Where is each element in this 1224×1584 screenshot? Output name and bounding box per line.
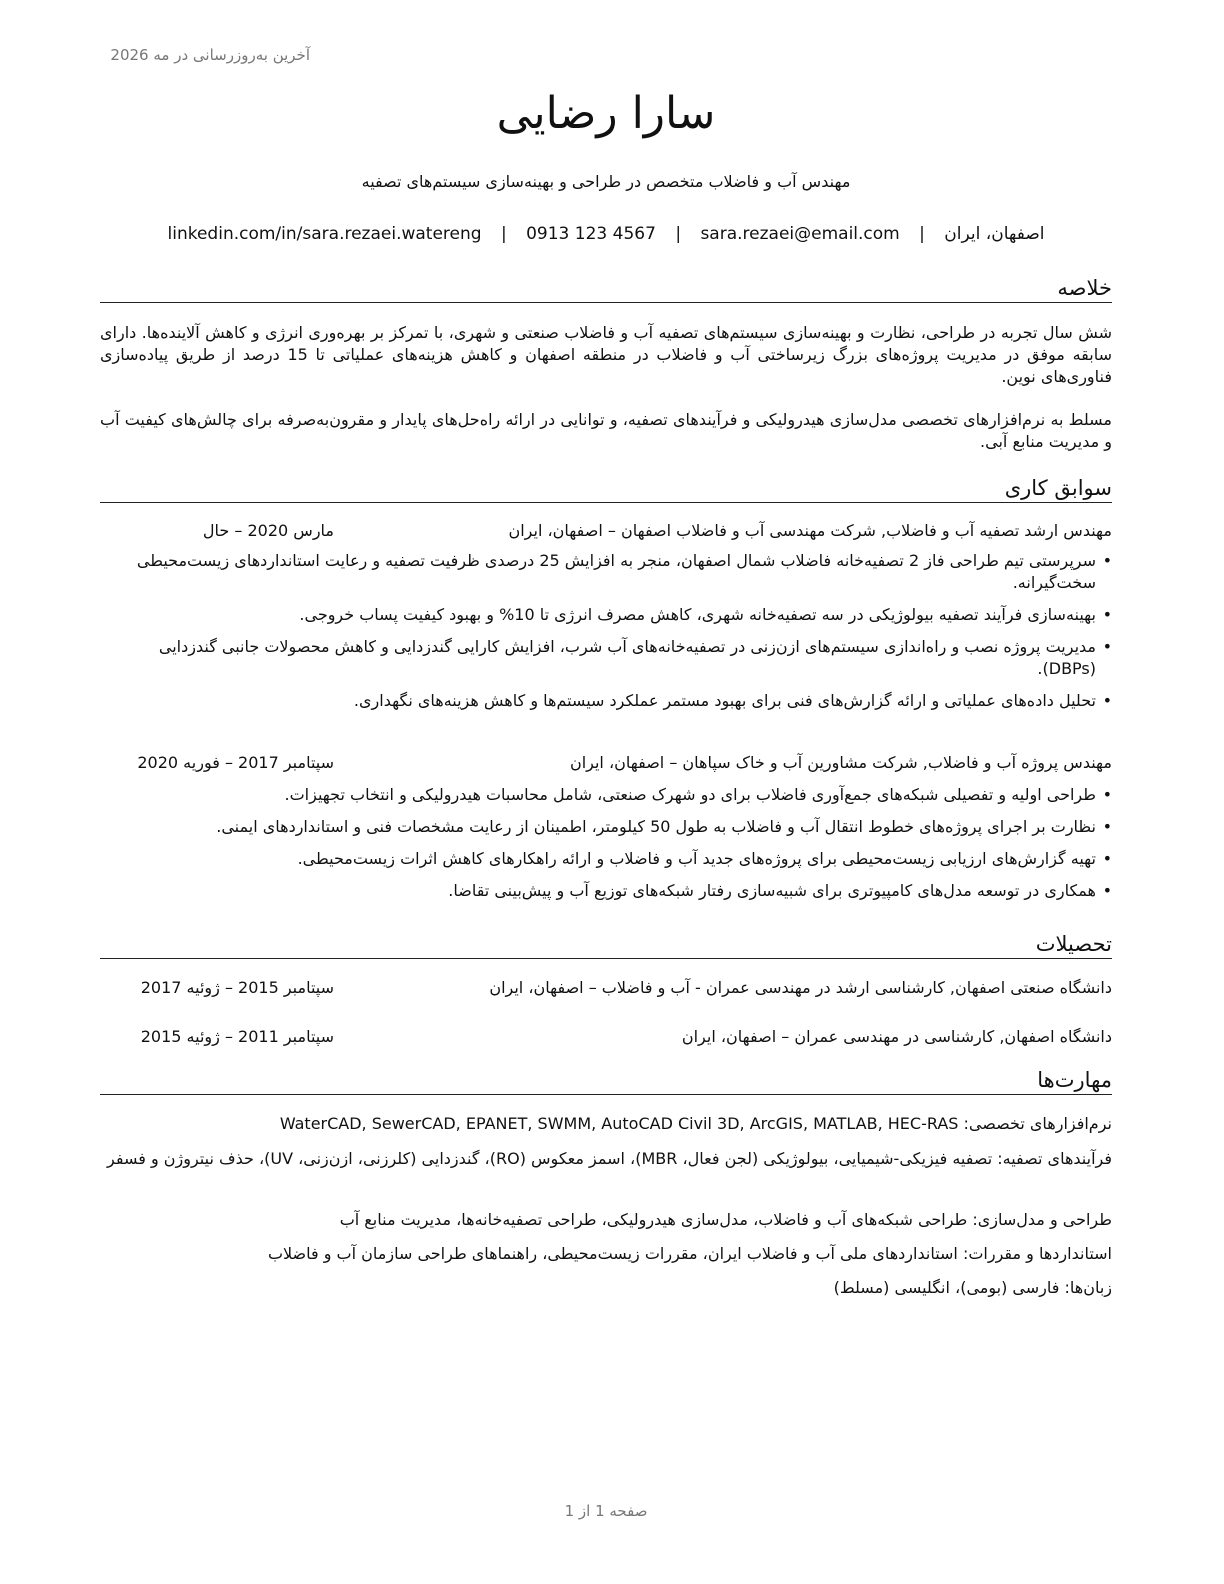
bullet-text: بهینه‌سازی فرآیند تصفیه بیولوژیکی در سه تصفیه‌خانه شهری، کاهش مصرف انرژی تا 10% و بهبود کیفیت پساب خروجی. bbox=[299, 605, 1096, 624]
bullet-icon: • bbox=[1102, 691, 1112, 710]
skill-value: استانداردهای ملی آب و فاضلاب ایران، مقررات زیست‌محیطی، راهنماهای طراحی سازمان آب و فاضلاب bbox=[267, 1244, 958, 1263]
education-dates: سپتامبر 2015 – ژوئیه 2017 bbox=[140, 978, 334, 997]
job-bullets bbox=[100, 550, 1112, 722]
education-entry bbox=[100, 977, 1112, 999]
list-item bbox=[100, 690, 1112, 712]
candidate-name: سارا رضایی bbox=[496, 88, 716, 139]
contact-email[interactable]: sara.rezaei@email.com bbox=[700, 224, 900, 244]
job-dates: سپتامبر 2017 – فوریه 2020 bbox=[137, 753, 334, 772]
skill-value: فارسی (بومی)، انگلیسی (مسلط) bbox=[833, 1278, 1060, 1297]
bullet-text: تهیه گزارش‌های ارزیابی زیست‌محیطی برای پروژه‌های جدید آب و فاضلاب و ارائه راهکارهای کاهش اثرات زیست‌محیطی. bbox=[297, 849, 1096, 868]
bullet-text: طراحی اولیه و تفصیلی شبکه‌های جمع‌آوری فاضلاب برای دو شهرک صنعتی، شامل محاسبات هیدرولیکی و انتخاب تجهیزات. bbox=[284, 785, 1096, 804]
skill-label: نرم‌افزارهای تخصصی: bbox=[963, 1114, 1112, 1133]
job-dates: مارس 2020 – حال bbox=[202, 521, 334, 540]
section-title-education: تحصیلات bbox=[100, 932, 1112, 959]
education-title: دانشگاه صنعتی اصفهان, کارشناسی ارشد در مهندسی عمران - آب و فاضلاب – اصفهان، ایران bbox=[489, 978, 1112, 997]
skill-line bbox=[100, 1113, 1112, 1135]
list-item bbox=[100, 784, 1112, 806]
section-title-summary: خلاصه bbox=[100, 276, 1112, 303]
skill-line bbox=[100, 1148, 1112, 1170]
skill-line bbox=[100, 1209, 1112, 1231]
candidate-tagline: مهندس آب و فاضلاب متخصص در طراحی و بهینه‌سازی سیستم‌های تصفیه bbox=[361, 172, 851, 191]
bullet-text: مدیریت پروژه نصب و راه‌اندازی سیستم‌های ازن‌زنی در تصفیه‌خانه‌های آب شرب، افزایش کارایی گندزدایی و کاهش محصولات جانبی گندزدایی (DBPs). bbox=[158, 637, 1096, 678]
contact-separator: | bbox=[675, 224, 682, 244]
resume-page bbox=[100, 0, 1112, 1584]
contact-line bbox=[100, 224, 1112, 244]
skill-label: طراحی و مدل‌سازی: bbox=[972, 1210, 1112, 1229]
contact-separator: | bbox=[500, 224, 507, 244]
bullet-icon: • bbox=[1102, 881, 1112, 900]
bullet-icon: • bbox=[1102, 605, 1112, 624]
job-bullets bbox=[100, 784, 1112, 912]
education-entry bbox=[100, 1026, 1112, 1048]
section-title-experience: سوابق کاری bbox=[100, 476, 1112, 503]
skill-value: WaterCAD, SewerCAD, EPANET, SWMM, AutoCAD Civil 3D, ArcGIS, MATLAB, HEC-RAS bbox=[279, 1114, 959, 1133]
bullet-text: نظارت بر اجرای پروژه‌های خطوط انتقال آب و فاضلاب به طول 50 کیلومتر، اطمینان از رعایت مشخصات فنی و استانداردهای ایمنی. bbox=[216, 817, 1096, 836]
bullet-text: تحلیل داده‌های عملیاتی و ارائه گزارش‌های فنی برای بهبود مستمر عملکرد سیستم‌ها و کاهش هزینه‌های نگهداری. bbox=[353, 691, 1096, 710]
bullet-icon: • bbox=[1102, 817, 1112, 836]
skill-value: طراحی شبکه‌های آب و فاضلاب، مدل‌سازی هیدرولیکی، طراحی تصفیه‌خانه‌ها، مدیریت منابع آب bbox=[339, 1210, 968, 1229]
job-title: مهندس ارشد تصفیه آب و فاضلاب, شرکت مهندسی آب و فاضلاب اصفهان – اصفهان، ایران bbox=[508, 521, 1112, 540]
summary-paragraph: مسلط به نرم‌افزارهای تخصصی مدل‌سازی هیدرولیکی و فرآیندهای تصفیه، و توانایی در ارائه راه‌حل‌های پایدار و مقرون‌به‌صرفه برای چالش‌های کیفیت آب و مدیریت منابع آبی. bbox=[100, 410, 1112, 451]
list-item bbox=[100, 880, 1112, 902]
skill-label: زبان‌ها: bbox=[1064, 1278, 1112, 1297]
job-title: مهندس پروژه آب و فاضلاب, شرکت مشاورین آب و خاک سپاهان – اصفهان، ایران bbox=[569, 753, 1112, 772]
list-item bbox=[100, 816, 1112, 838]
bullet-icon: • bbox=[1102, 785, 1112, 804]
list-item bbox=[100, 550, 1112, 594]
bullet-icon: • bbox=[1102, 849, 1112, 868]
education-title: دانشگاه اصفهان, کارشناسی در مهندسی عمران – اصفهان، ایران bbox=[681, 1027, 1112, 1046]
job-header bbox=[100, 520, 1112, 542]
skill-label: فرآیندهای تصفیه: bbox=[997, 1149, 1112, 1168]
education-dates: سپتامبر 2011 – ژوئیه 2015 bbox=[140, 1027, 334, 1046]
list-item bbox=[100, 848, 1112, 870]
skill-line bbox=[100, 1243, 1112, 1265]
list-item bbox=[100, 636, 1112, 680]
summary-paragraph: شش سال تجربه در طراحی، نظارت و بهینه‌سازی سیستم‌های تصفیه آب و فاضلاب صنعتی و شهری، با تمرکز بر بهره‌وری انرژی و کاهش آلاینده‌ها. دارای سابقه موفق در مدیریت پروژه‌های بزرگ زیرساختی آب و فاضلاب در منطقه اصفهان و کاهش هزینه‌های عملیاتی تا 15 درصد از طریق پیاده‌سازی فناوری‌های نوین. bbox=[100, 323, 1112, 386]
bullet-icon: • bbox=[1102, 637, 1112, 656]
job-header bbox=[100, 752, 1112, 774]
contact-location: اصفهان، ایران bbox=[944, 224, 1045, 244]
bullet-text: سرپرستی تیم طراحی فاز 2 تصفیه‌خانه فاضلاب شمال اصفهان، منجر به افزایش 25 درصدی ظرفیت تصفیه و رعایت استانداردهای زیست‌محیطی سخت‌گیرانه. bbox=[136, 551, 1096, 592]
section-title-skills: مهارت‌ها bbox=[100, 1068, 1112, 1095]
contact-linkedin[interactable]: linkedin.com/in/sara.rezaei.watereng bbox=[167, 224, 482, 244]
skill-label: استانداردها و مقررات: bbox=[962, 1244, 1112, 1263]
list-item bbox=[100, 604, 1112, 626]
page-number: صفحه 1 از 1 bbox=[564, 1502, 648, 1520]
contact-phone[interactable]: 0913 123 4567 bbox=[526, 224, 656, 244]
bullet-icon: • bbox=[1102, 551, 1112, 570]
skill-line bbox=[100, 1277, 1112, 1299]
bullet-text: همکاری در توسعه مدل‌های کامپیوتری برای شبیه‌سازی رفتار شبکه‌های توزیع آب و پیش‌بینی تقاضا. bbox=[448, 881, 1096, 900]
skill-value: تصفیه فیزیکی-شیمیایی، بیولوژیکی (لجن فعال، MBR)، اسمز معکوس (RO)، گندزدایی (کلرزنی، ازن‌زنی، UV)، حذف نیتروژن و فسفر bbox=[107, 1149, 993, 1168]
last-updated-note: آخرین به‌روزرسانی در مه 2026 bbox=[110, 46, 310, 64]
contact-separator: | bbox=[919, 224, 925, 244]
